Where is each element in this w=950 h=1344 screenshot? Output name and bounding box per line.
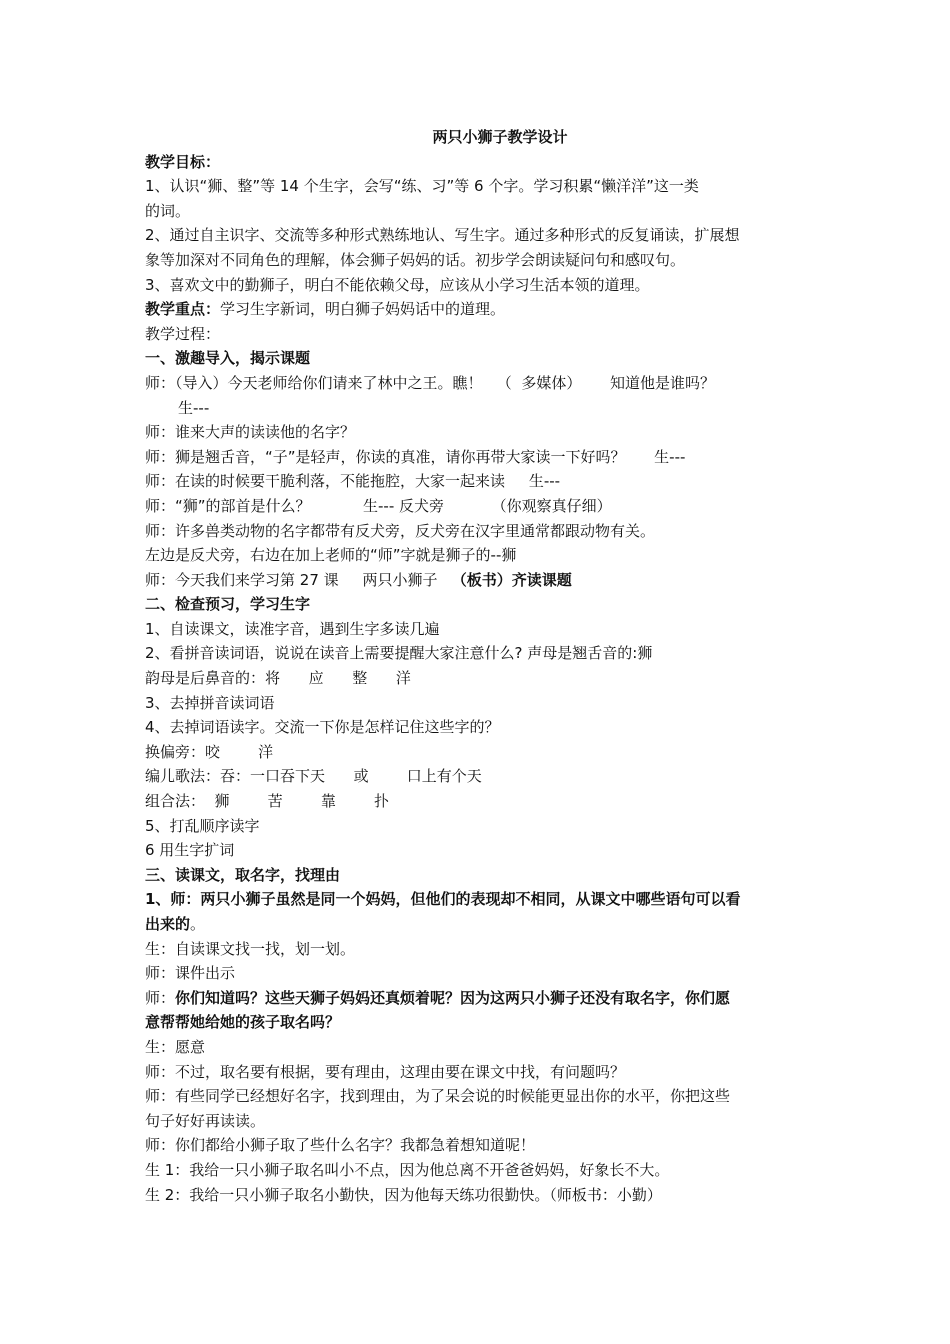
text-line: 生 2：我给一只小狮子取名小勤快，因为他每天练功很勤快。（师板书：小勤） (145, 1185, 662, 1204)
text-line: 意帮帮她给她的孩子取名吗？ (145, 1013, 341, 1032)
text-line: 师：许多兽类动物的名字都带有反犬旁，反犬旁在汉字里通常都跟动物有关。 (145, 521, 656, 540)
text-line: 1、自读课文，读准字音，遇到生字多读几遍 (145, 619, 440, 638)
section-heading: 一、激趣导入，揭示课题 (145, 349, 311, 368)
question-period: 。 (190, 915, 206, 933)
text-line: 4、去掉词语读字。交流一下你是怎样记住这些字的？ (145, 718, 500, 737)
text-line: 换偏旁：咬 洋 (145, 742, 274, 761)
text-line: 生--- (178, 398, 210, 417)
text-line: 左边是反犬旁，右边在加上老师的“师”字就是狮子的--狮 (145, 546, 517, 565)
lesson-title-line (145, 568, 820, 593)
document-body (145, 125, 820, 1207)
text-line: 的词。 (145, 201, 191, 220)
text-line: 生 1：我给一只小狮子取名叫小不点，因为他总离不开爸爸妈妈，好象长不大。 (145, 1160, 670, 1179)
text-line: 师：“狮”的部首是什么？ 生--- 反犬旁 （你观察真仔细） (145, 496, 612, 515)
text-line: 教学过程： (145, 324, 221, 343)
text-line: 2、通过自主识字、交流等多种形式熟练地认、写生字。通过多种形式的反复诵读，扩展想 (145, 226, 740, 245)
text-line: 6 用生字扩词 (145, 841, 235, 860)
text-line: 句子好好再读读。 (145, 1111, 266, 1130)
section-heading: 二、检查预习，学习生字 (145, 595, 311, 614)
focus-text: 学习生字新词，明白狮子妈妈话中的道理。 (220, 300, 506, 319)
text-line: 师：（导入）今天老师给你们请来了林中之王。瞧！ （ 多媒体） 知道他是谁吗？ (145, 373, 715, 392)
question-line-end (145, 912, 820, 937)
focus-label: 教学重点： (145, 300, 221, 319)
board-label: （板书）齐读课题 (451, 570, 572, 589)
text-line: 编儿歌法：吞：一口吞下天 或 口上有个天 (145, 767, 482, 786)
text-line: 师：你们都给小狮子取了些什么名字？我都急着想知道呢！ (145, 1136, 536, 1155)
doc-title: 两只小狮子教学设计 (432, 128, 568, 146)
teacher-prefix: 师： (145, 988, 176, 1007)
lesson-text: 师：今天我们来学习第 27 课 两只小狮子 (145, 570, 452, 589)
focus-line (145, 297, 820, 322)
text-line: 2、看拼音读词语，说说在读音上需要提醒大家注意什么? 声母是翘舌音的:狮 (145, 644, 653, 663)
text-line: 5、打乱顺序读字 (145, 816, 260, 835)
text-line: 师：课件出示 (145, 964, 236, 983)
text-line: 象等加深对不同角色的理解，体会狮子妈妈的话。初步学会朗读疑问句和感叹句。 (145, 250, 686, 269)
text-line: 师：有些同学已经想好名字，找到理由，为了呆会说的时候能更显出你的水平，你把这些 (145, 1087, 731, 1106)
text-line: 组合法： 狮 苦 靠 扑 (145, 792, 389, 811)
text-line: 师：谁来大声的读读他的名字？ (145, 423, 356, 442)
section-heading: 教学目标： (145, 152, 221, 171)
question-tail: 出来的 (145, 915, 191, 933)
teacher-question: 你们知道吗？这些天狮子妈妈还真烦着呢？因为这两只小狮子还没有取名字，你们愿 (175, 988, 731, 1007)
text-line: 韵母是后鼻音的：将 应 整 洋 (145, 669, 411, 688)
teacher-question-line (145, 986, 820, 1011)
text-line: 生：愿意 (145, 1037, 206, 1056)
text-line: 师：不过，取名要有根据，要有理由，这理由要在课文中找，有问题吗？ (145, 1062, 626, 1081)
text-line: 3、喜欢文中的勤狮子，明白不能依赖父母，应该从小学习生活本领的道理。 (145, 275, 650, 294)
section-heading: 三、读课文，取名字，找理由 (145, 865, 341, 884)
text-line: 生：自读课文找一找，划一划。 (145, 939, 356, 958)
text-line: 师：在读的时候要干脆利落，不能拖腔，大家一起来读 生--- (145, 472, 561, 491)
text-line: 3、去掉拼音读词语 (145, 693, 275, 712)
text-line: 师：狮是翘舌音，“子”是轻声，你读的真准，请你再带大家读一下好吗？ 生--- (145, 447, 686, 466)
text-line: 1、认识“狮、整”等 14 个生字，会写“练、习”等 6 个字。学习积累“懒洋洋”这一类 (145, 177, 699, 196)
question-line: 1、师：两只小狮子虽然是同一个妈妈，但他们的表现却不相同，从课文中哪些语句可以看 (145, 890, 741, 909)
